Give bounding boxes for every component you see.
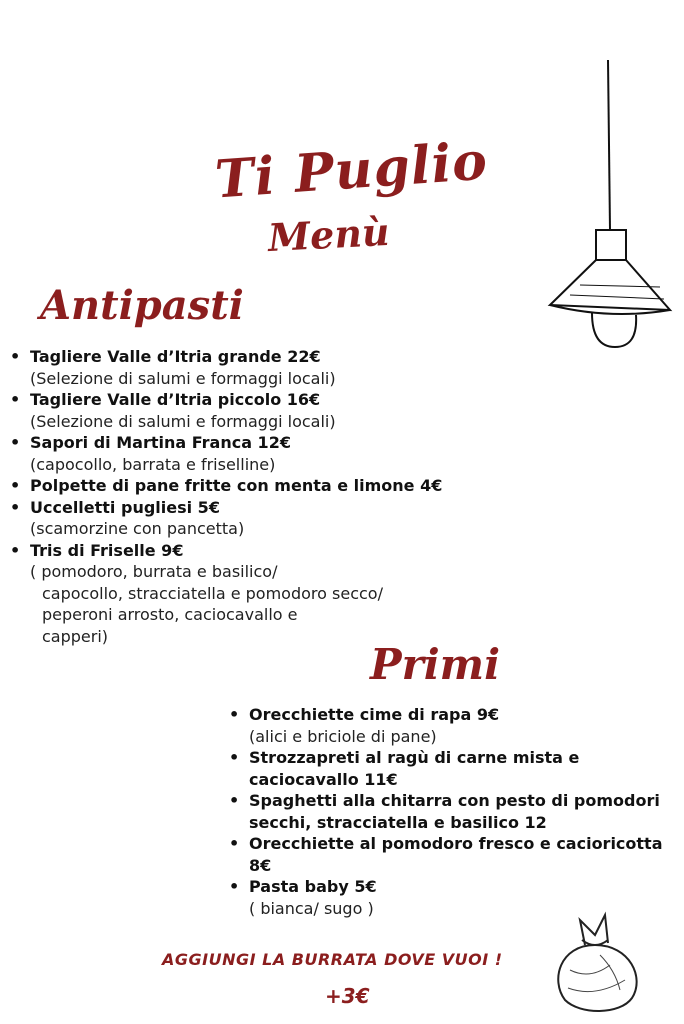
list-item: • Tagliere Valle d’Itria piccolo 16€ (Selezione di salumi e formaggi locali) (10, 390, 336, 431)
burrata-note: AGGIUNGI LA BURRATA DOVE VUOI ! (162, 950, 503, 969)
antipasti-heading: Antipasti (40, 282, 244, 329)
burrata-price: +3€ (325, 984, 370, 1008)
antipasti-list (8, 346, 568, 647)
list-item: • Orecchiette al pomodoro fresco e cacioricotta 8€ (229, 834, 663, 875)
list-item: • Tris di Friselle 9€ ( pomodoro, burrata e basilico/ capocollo, stracciatella e pomodoro secco/ peperoni arrosto, caciocavallo e capperi) (10, 540, 383, 646)
pendant-lamp-icon (540, 55, 680, 355)
burrata-icon (540, 910, 650, 1020)
list-item: • Sapori di Martina Franca 12€ (capocollo, barrata e friselline) (10, 433, 291, 474)
brand-title: Ti Puglio (213, 130, 490, 211)
list-item: • Strozzapreti al ragù di carne mista e caciocavallo 11€ (229, 748, 580, 789)
list-item: • Polpette di pane fritte con menta e limone 4€ (10, 476, 443, 495)
primi-list (227, 704, 684, 919)
menu-subtitle: Menù (266, 208, 391, 261)
list-item: • Uccelletti pugliesi 5€ (scamorzine con pancetta) (10, 497, 245, 538)
primi-heading: Primi (370, 640, 501, 689)
list-item: • Orecchiette cime di rapa 9€ (alici e briciole di pane) (229, 705, 500, 746)
list-item: • Pasta baby 5€ ( bianca/ sugo ) (229, 877, 377, 918)
list-item: • Tagliere Valle d’Itria grande 22€ (Selezione di salumi e formaggi locali) (10, 347, 336, 388)
list-item: • Spaghetti alla chitarra con pesto di pomodori secchi, stracciatella e basilico 12 (229, 791, 660, 832)
